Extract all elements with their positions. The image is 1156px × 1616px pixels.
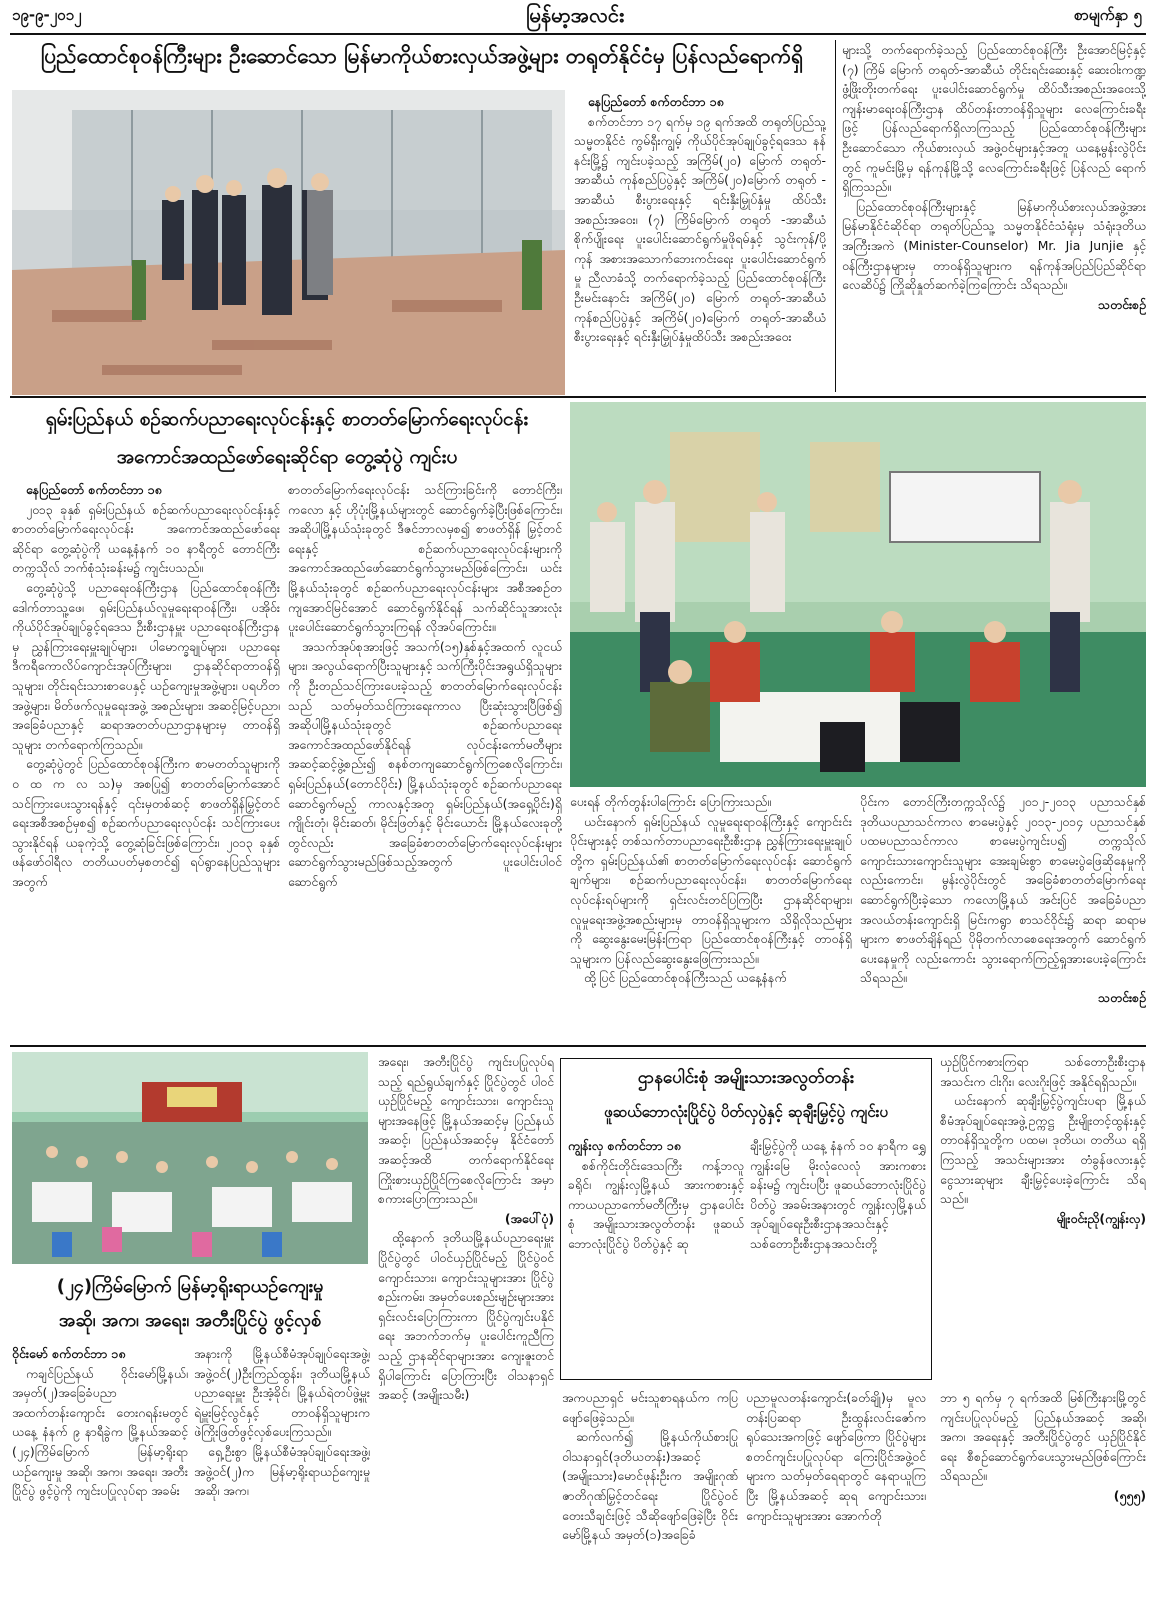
competition-hall-photo xyxy=(12,1052,368,1264)
article1-dateline: နေပြည်တော် စက်တင်ဘာ ၁၈ xyxy=(588,94,724,109)
article3-continuation-column-2 xyxy=(746,1388,926,1612)
article3-headline-line1: (၂၄)ကြိမ်မြောက် မြန်မာ့ရိုးရာယဉ်ကျေးမှု xyxy=(56,1276,324,1297)
article2-paragraph: ပိုင်းက တောင်ကြီးတက္ကသိုလ်၌ ၂၀၁၂-၂၀၁၃ ပညာသင်နှစ် ဒုတိယပညာသင်ကာလ စာမေးပွဲနှင့် ၂၀၁၃-၂၀၁၄ ပညာသင်နှစ် ပထမပညာသင်ကာလ စာမေးပွဲကျင်းပ၍ တက္ကသိုလ်ကျောင်းသားကျောင်းသူများ အေးချမ်းစွာ စာမေးပွဲဖြေဆိုနေမှုကို လည်းကောင်း၊ မွန်းလွဲပိုင်းတွင် အခြေခံစာတတ်မြောက်ရေး ဆောင်ရွက်ပြီးခဲ့သော ကလောမြို့နယ် အင်းပြင် အခြေခံပညာ အလယ်တန်းကျောင်းရှိ မြင်းကရွာ စာသင်ဝိုင်း၌ ဆရာ ဆရာမများက စာဖတ်ချိန်ရည် ပိုမိုတက်လာစေရေးအတွက် ဆောင်ရွက်ပေးနေမှုကို လည်းကောင်း သွားရောက်ကြည့်ရှုအားပေးခဲ့ကြောင်း သိရသည်။ xyxy=(860,794,1146,986)
article3-continuation-column-1 xyxy=(562,1388,738,1612)
article2-paragraph: ၂၀၁၃ ခုနှစ် ရှမ်းပြည်နယ် စဉ်ဆက်ပညာရေးလုပ်ငန်းနှင့် စာတတ်မြောက်ရေးလုပ်ငန်း အကောင်အထည်ဖော်ရေးဆိုင်ရာ တွေ့ဆုံပွဲကို ယနေ့နံနက် ၁၀ နာရီတွင် တောင်ကြီးတက္ကသိုလ် ဘက်စုံသုံးခန်းမ၌ ကျင်းပသည်။ xyxy=(12,501,280,576)
article2-column-3 xyxy=(570,792,852,1042)
article2-column-2 xyxy=(288,480,562,1040)
article2-column-1 xyxy=(12,480,280,1040)
article3-paragraph: ကချင်ပြည်နယ် ဝိုင်းမော်မြို့နယ်၊ အမှတ်(၂)အခြေခံပညာ အထက်တန်းကျောင်း တေးဂရန်းမတွင် ယနေ့ နံနက် ၉ နာရီခွဲက မြို့နယ်အဆင့် (၂၄)ကြိမ်မြောက် မြန်မာ့ရိုးရာယဉ်ကျေးမှု အဆို၊ အက၊ အရေး၊ အတီးပြိုင်ပွဲ ဖွင့်ပွဲကို ကျင်းပပြုလုပ်ရာ အခမ်း xyxy=(12,1365,188,1499)
article2-dateline: နေပြည်တော် စက်တင်ဘာ ၁၈ xyxy=(26,482,162,497)
article3-paragraph: ရှေ့ဦးစွာ မြို့နယ်စီမံအုပ်ချုပ်ရေးအဖွဲ့၊ အဖွဲ့ဝင်(၂)က မြန်မာ့ရိုးရာယဉ်ကျေးမှု အဆို၊ အက၊ xyxy=(194,1443,370,1499)
article3-paragraph: ထို့နောက် ဒုတိယမြို့နယ်ပညာရေးမှူး ပြိုင်ပွဲတွင် ပါဝင်ယှဉ်ပြိုင်မည့် ပြိုင်ပွဲဝင် ကျောင်းသား၊ ကျောင်းသူများအား ပြိုင်ပွဲ စည်းကမ်း၊ အမှတ်ပေးစည်းမျဉ်းများအား ရှင်းလင်းပြောကြားကာ ပြိုင်ပွဲကျင်းပနိုင်ရေး အဘက်ဘက်မှ ပူးပေါင်းကူညီကြသည့် ဌာနဆိုင်ရာများအား ကျေးဇူးတင်ရှိပါကြောင်း ပြောကြားပြီး ဝါသနာရှင်အဆင့် (အမျိုးသမီး) xyxy=(378,1230,554,1403)
article1-column-1 xyxy=(574,92,826,392)
literacy-class-photo xyxy=(570,402,1146,787)
article2-paragraph: ထို့ပြင် ပြည်ထောင်စုဝန်ကြီးသည် ယနေ့နံနက် xyxy=(584,970,787,986)
masthead-rule xyxy=(10,33,1146,35)
article2-headline-line1: ရှမ်းပြည်နယ် စဉ်ဆက်ပညာရေးလုပ်ငန်းနှင့် စာတတ်မြောက်ရေးလုပ်ငန်း xyxy=(45,408,529,430)
article4-paragraph: ချီးမြှင့်ပွဲကို ယနေ့ နံနက် ၁၀ နာရီက ရွှေကျွန်းမြေ မိုးလုံလေလုံ အားကစားခန်းမ၌ ကျင်းပပြီး ဖူဆယ်ဘောလုံးပြိုင်ပွဲ ပိတ်ပွဲ အခမ်းအနားတွင် ကျွန်းလှမြို့နယ် အုပ်ချုပ်ရေးဦးစီးဌာနအသင်းနှင့် သစ်တောဦးစီးဌာနအသင်းတို့ xyxy=(750,1138,926,1251)
article2-column-4 xyxy=(860,792,1146,1042)
article3-paragraph: ဆက်လက်၍ မြို့နယ်ကိုယ်စားပြု ဝါသနာရှင်(ဒုတိယတန်း)အဆင့် (အမျိုးသား)မောင်ဖုန်းဦးက အမျိုးဂုဏ်ဇာတိဂုဏ်မြှင့်တင်ရေး ပြိုင်ပွဲဝင် တေးသီချင်းဖြင့် သီဆိုဖျော်ဖြေခဲ့ပြီး ဝိုင်းမော်မြို့နယ် အမှတ်(၁)အခြေခံ xyxy=(562,1429,738,1543)
article3-headline-line2: အဆို၊ အက၊ အရေး၊ အတီးပြိုင်ပွဲ ဖွင့်လှစ် xyxy=(58,1310,322,1331)
article4-signature: မျိုးဝင်းညို(ကျွန်းလှ) xyxy=(1056,1210,1146,1226)
article2-paragraph: ပေးရန် တိုက်တွန်းပါကြောင်း ပြောကြားသည်။ xyxy=(570,794,772,809)
article3-paragraph: အနားကို မြို့နယ်စီမံအုပ်ချုပ်ရေးအဖွဲ့၊ အဖွဲ့ဝင်(၂)ဦးကြည်ထွန်း၊ ဒုတိယမြို့နယ်ပညာရေးမှူး ဦးအံ့ခိုင်၊ မြို့နယ်ရဲတပ်ဖွဲ့မှူး ရဲမှူးမြင့်လွင်နှင့် တာဝန်ရှိသူများက ဖဲကြိုးဖြတ်ဖွင့်လှစ်ပေးကြသည်။ xyxy=(194,1346,370,1440)
article3-dateline: ဝိုင်းမော် စက်တင်ဘာ ၁၈ xyxy=(12,1346,126,1361)
article2-signature: သတင်းစဉ် xyxy=(1098,989,1146,1005)
article3-column-b xyxy=(12,1344,188,1612)
article2-paragraph: စာတတ်မြောက်ရေးလုပ်ငန်း သင်ကြားခြင်းကို တောင်ကြီး၊ ကလော နှင့် ဟိုပုံးမြို့နယ်များတွင် ဆောင်ရွက်ခဲ့ပြီးဖြစ်ကြောင်း၊ အဆိုပါမြို့နယ်သုံးခုတွင် ဒီဇင်ဘာလမှစ၍ စာဖတ်ရှိန် မြှင့်တင်ရေးနှင့် စဉ်ဆက်ပညာရေးလုပ်ငန်းများကို အကောင်အထည်ဖော်ဆောင်ရွက်သွားမည်ဖြစ်ကြောင်း၊ ယင်းမြို့နယ်သုံးခုတွင် စဉ်ဆက်ပညာရေးလုပ်ငန်းများ အစီအစဉ်တကျအောင်မြင်အောင် ဆောင်ရွက်နိုင်ရန် သက်ဆိုင်သူအားလုံး ပူးပေါင်းဆောင်ရွက်သွားကြရန် လိုအပ်ကြောင်း။ xyxy=(288,482,562,635)
article3-continuation-column-3 xyxy=(940,1388,1146,1612)
masthead xyxy=(0,0,1156,34)
article2-headline-line2: အကောင်အထည်ဖော်ရေးဆိုင်ရာ တွေ့ဆုံပွဲ ကျင်းပ xyxy=(116,446,458,468)
article1-paragraph: စက်တင်ဘာ ၁၇ ရက်မှ ၁၉ ရက်အထိ တရုတ်ပြည်သူ့သမ္မတနိုင်ငံ ကွမ်ရှီးကျွမ့် ကိုယ်ပိုင်အုပ်ချုပ်ခွင့်ရဒေသ နန်နင်းမြို့၌ ကျင်းပခဲ့သည့် အကြိမ်(၂၀) မြောက် တရုတ်-အာဆီယံ ကုန်စည်ပြပွဲနှင့် အကြိမ်(၂၀)မြောက် တရုတ် - အာဆီယံ စီးပွားရေးနှင့် ရင်းနှီးမြှုပ်နှံမှု ထိပ်သီးအစည်းအဝေး၊ (၇) ကြိမ်မြောက် တရုတ် -အာဆီယံ စိုက်ပျိုးရေး ပူးပေါင်းဆောင်ရွက်မှုဖိုရမ်နှင့် သွင်းကုန်/ပို့ကုန် အစားအသောက်ဘေးကင်းရေး ပူးပေါင်းဆောင်ရွက်မှု ညီလာခံသို့ တက်ရောက်ခဲ့သည့် ပြည်ထောင်စုဝန်ကြီး ဦးမင်းနောင်း အကြိမ်(၂၀) မြောက် တရုတ်-အာဆီယံ ကုန်စည်ပြပွဲနှင့် အကြိမ်(၂၀)မြောက် တရုတ်-အာဆီယံ စီးပွားရေးနှင့် ရင်းနှီးမြှုပ်နှံမှုထိပ်သီး အစည်းအဝေး xyxy=(574,113,826,345)
article1-signature: သတင်းစဉ် xyxy=(1098,296,1146,312)
airport-arrival-photo xyxy=(12,90,565,395)
article1-paragraph: များသို့ တက်ရောက်ခဲ့သည့် ပြည်ထောင်စုဝန်ကြီး ဦးအောင်မြင့်နှင့် (၇) ကြိမ် မြောက် တရုတ်-အာဆီယံ တိုင်းရင်းဆေးနှင့် ဆေးဝါးကဏ္ဍဖွံ့ဖြိုးတိုးတက်ရေး ပူးပေါင်းဆောင်ရွက်မှု ထိပ်သီးအစည်းအဝေးသို့ ကျန်းမာရေးဝန်ကြီးဌာန ထိပ်တန်းတာဝန်ရှိသူများ လေကြောင်းခရီးဖြင့် ပြန်လည်ရောက်ရှိလာကြသည့် ပြည်ထောင်စုဝန်ကြီးများ ဦးဆောင်သော ကိုယ်စားလှယ် အဖွဲ့ဝင်များနှင့်အတူ ယနေ့မွန်းလွဲပိုင်းတွင် ကူမင်းမြို့မှ ရန်ကုန်မြို့သို့ လေကြောင်းခရီးဖြင့် ပြန်လည် ရောက်ရှိကြသည်။ xyxy=(842,42,1146,195)
article3-paragraph: ဘာ ၅ ရက်မှ ၇ ရက်အထိ မြစ်ကြီးနားမြို့တွင် ကျင်းပပြုလုပ်မည့် ပြည်နယ်အဆင့် အဆို၊ အက၊ အရေးနှင့် အတီးပြိုင်ပွဲတွင် ယှဉ်ပြိုင်နိုင်ရေး စီစဉ်ဆောင်ရွက်ပေးသွားမည်ဖြစ်ကြောင်း သိရသည်။ xyxy=(940,1390,1146,1484)
article3-signature: (၅၅၅) xyxy=(1113,1487,1146,1503)
article4-paragraph: ယင်းနောက် ဆုချီးမြှင့်ပွဲကျင်းပရာ မြို့နယ်စီမံအုပ်ချုပ်ရေးအဖွဲ့ဥက္ကဋ္ဌ ဦးမျိုးတင့်ထွန်းနှင့် တာဝန်ရှိသူတို့က ပထမ၊ ဒုတိယ၊ တတိယ ရရှိကြသည့် အသင်းများအား တံခွန်ဖလားနှင့် ငွေသားဆုများ ချီးမြှင့်ပေးခဲ့ကြောင်း သိရသည်။ xyxy=(940,1093,1146,1207)
article4-column-1 xyxy=(568,1136,744,1376)
article3-paragraph: ပညာမူလတန်းကျောင်း(ခတ်ချို)မှ မူလတန်းပြဆရာ ဦးထွန်းလင်းဇော်က ရုပ်သေးအကဖြင့် ဖျော်ဖြေကာ ပြိုင်ပွဲများ စတင်ကျင်းပပြုလုပ်ရာ ကြေးပြိုင်အဖွဲ့ဝင်များက သတ်မှတ်ရေရာတွင် နေရာယူကြပြီး မြို့နယ်အဆင့် ဆုရ ကျောင်းသား၊ ကျောင်းသူများအား အောက်တို xyxy=(746,1390,926,1523)
masthead-page-number: စာမျက်နှာ ၅ xyxy=(1074,6,1142,24)
article4-paragraph: ယှဉ်ပြိုင်ကစားကြရာ သစ်တောဦးစီးဌာနအသင်းက ငါးဂိုး၊ လေးဂိုးဖြင့် အနိုင်ရရှိသည်။ xyxy=(940,1054,1146,1089)
article3-paragraph: အရေး၊ အတီးပြိုင်ပွဲ ကျင်းပပြုလုပ်ရသည့် ရည်ရွယ်ချက်နှင့် ပြိုင်ပွဲတွင် ပါဝင်ယှဉ်ပြိုင်မည့် ကျောင်းသား၊ ကျောင်းသူများအနေဖြင့် မြို့နယ်အဆင့်မှ ပြည်နယ်အဆင့်၊ ပြည်နယ်အဆင့်မှ နိုင်ငံတော်အဆင့်အထိ တက်ရောက်နိုင်ရေး ကြိုးစားယှဉ်ပြိုင်ကြစေလိုကြောင်း အမှာစကားပြောကြားသည်။ xyxy=(378,1054,554,1207)
article4-column-3 xyxy=(940,1052,1146,1382)
section-rule xyxy=(10,1045,1146,1047)
section-rule xyxy=(10,396,1146,398)
column-divider xyxy=(835,40,836,392)
article3-column-a xyxy=(378,1052,554,1612)
article3-paragraph: အကပညာရှင် မင်းသူစာရနယ်က ကပြဖျော်ဖြေခဲ့သည်။ xyxy=(562,1390,738,1425)
article4-headline-line2: ဖူဆယ်ဘောလုံးပြိုင်ပွဲ ပိတ်လှပွဲနှင့် ဆုချီးမြှင့်ပွဲ ကျင်းပ xyxy=(604,1103,888,1121)
article2-paragraph: တွေ့ဆုံပွဲသို့ ပညာရေးဝန်ကြီးဌာန ပြည်ထောင်စုဝန်ကြီး ဒေါက်တာသူ့ဖေ၊ ရှမ်းပြည်နယ်လူမှုရေးရာဝန်ကြီး၊ ပအိုဝ်းကိုယ်ပိုင်အုပ်ချုပ်ခွင့်ရဒေသ ဦးစီးဌာနမှူး ပညာရေးဝန်ကြီးဌာနမှ ညွှန်ကြားရေးမှူးချုပ်များ၊ ပါမောက္ခချုပ်များ၊ ပညာရေးဒီကရီကောလိပ်ကျောင်းအုပ်ကြီးများ၊ ဌာနဆိုင်ရာတာဝန်ရှိသူများ၊ တိုင်းရင်းသားစာပေနှင့် ယဉ်ကျေးမှုအဖွဲ့များ၊ ပရဟိတအဖွဲ့များ၊ မိတ်ဖက်လူမှုရေးအဖွဲ့ အစည်းများ၊ အဆင့်မြင့်ပညာ၊ အခြေခံပညာနှင့် ဆရာအတတ်ပညာဌာနများမှ တာဝန်ရှိသူများ တက်ရောက်ကြသည်။ xyxy=(12,579,280,752)
article1-headline: ပြည်ထောင်စုဝန်ကြီးများ ဦးဆောင်သော မြန်မာကိုယ်စားလှယ်အဖွဲ့များ တရုတ်နိုင်ငံမှ ပြန်လည်ရောက်ရှိ xyxy=(40,44,804,68)
article2-paragraph: ယင်းနောက် ရှမ်းပြည်နယ် လူမှုရေးရာဝန်ကြီးနှင့် ကျောင်းင်းပိုင်းများနှင့် တစ်သက်တာပညာရေးဦးစီးဌာန ညွှန်ကြားရေးမှူးချုပ်တို့က ရှမ်းပြည်နယ်၏ စာတတ်မြောက်ရေးလုပ်ငန်း ဆောင်ရွက်ချက်များ၊ စဉ်ဆက်ပညာရေးလုပ်ငန်း၊ စာတတ်မြောက်ရေးလုပ်ငန်းရပ်များကို ရှင်းလင်းတင်ပြကြပြီး ဌာနဆိုင်ရာများ၊ လူမှုရေးအဖွဲ့အစည်းများမှ တာဝန်ရှိသူများက သိရှိလိုသည်များကို ဆွေးနွေးမေးမြန်းကြရာ ပြည်ထောင်စုဝန်ကြီးနှင့် တာဝန်ရှိသူများက ပြန်လည်ဆွေးနွေးဖြေကြားသည်။ xyxy=(570,813,852,966)
article4-column-2 xyxy=(750,1136,926,1376)
article1-column-2 xyxy=(842,40,1146,392)
article4-paragraph: စစ်ကိုင်းတိုင်းဒေသကြီး ကန့်ဘလူခရိုင်၊ ကျွန်းလှမြို့နယ် အားကစားနှင့် ကာယပညာကော်မတီကြီးမှ ဌာနပေါင်းစုံ အမျိုးသားအလွတ်တန်း ဖူဆယ်ဘောလုံးပြိုင်ပွဲ ပိတ်ပွဲနှင့် ဆု xyxy=(568,1157,744,1251)
masthead-logo: မြန်မာ့အလင်း xyxy=(525,3,625,27)
article3-column-c xyxy=(194,1344,370,1612)
article3-photo-caption: (အပေါ်ပုံ) xyxy=(504,1210,554,1226)
article2-paragraph: အသက်အုပ်စုအားဖြင့် အသက်(၁၅)နှစ်နှင့်အထက် လူငယ်များ၊ အလွယ်ရောက်ပြီးသူများနှင့် သက်ကြီးပိုင်းအရွယ်ရှိသူများကို ဦးတည်သင်ကြားပေးခဲ့သည့် စာတတ်မြောက်ရေးလုပ်ငန်းသည် သတ်မှတ်သင်ကြားရေးကာလ ပြီးဆုံးသွားပြီဖြစ်၍ အဆိုပါမြို့နယ်သုံးခုတွင် စဉ်ဆက်ပညာရေး အကောင်အထည်ဖော်နိုင်ရန် လုပ်ငန်းကော်မတီများ အဆင့်ဆင့်ဖွဲ့စည်း၍ စနစ်တကျဆောင်ရွက်ကြစေလိုကြောင်း၊ ရှမ်းပြည်နယ်(တောင်ပိုင်း) မြို့နယ်သုံးခုတွင် စဉ်ဆက်ပညာရေး ဆောင်ရွက်မည့် ကာလနှင့်အတူ ရှမ်းပြည်နယ်(အရှေ့ပိုင်း)ရှိ ကျိုင်းတုံ၊ မိုင်းဆတ်၊ မိုင်းဖြတ်နှင့် မိုင်းယောင်း မြို့နယ်လေးခုတို့တွင်လည်း အခြေခံစာတတ်မြောက်ရေးလုပ်ငန်းများ ဆောင်ရွက်သွားမည်ဖြစ်သည့်အတွက် ပူးပေါင်းပါဝင်ဆောင်ရွက် xyxy=(288,638,562,889)
article2-paragraph: တွေ့ဆုံပွဲတွင် ပြည်ထောင်စုဝန်ကြီးက စာမတတ်သူများကို ၀ ထ က လ သ)မှ အစပြု၍ စာတတ်မြောက်အောင် သင်ကြားပေးသွားရန်နှင့် ၎င်းမှတစ်ဆင့် စာဖတ်ရှိန်မြှင့်တင်ရေးအစီအစဉ်မှစ၍ စဉ်ဆက်ပညာရေးလုပ်ငန်း သင်ကြားပေးသွားနိုင်ရန် ယခုကဲ့သို့ တွေ့ဆုံခြင်းဖြစ်ကြောင်း၊ ၂၀၁၃ ခုနှစ် ဖန်ဖော်ဝါရီလ တတိယပတ်မှစတင်၍ ရပ်ရွာနေပြည်သူများအတွက် xyxy=(12,756,280,889)
article4-headline-line1: ဌာနပေါင်းစုံ အမျိုးသားအလွတ်တန်း xyxy=(637,1068,855,1088)
masthead-date: ၁၉-၉-၂၀၁၂ xyxy=(12,6,82,24)
article4-dateline: ကျွန်းလှ စက်တင်ဘာ ၁၈ xyxy=(568,1138,681,1153)
article1-paragraph: ပြည်ထောင်စုဝန်ကြီးများနှင့် မြန်မာကိုယ်စားလှယ်အဖွဲ့အား မြန်မာနိုင်ငံဆိုင်ရာ တရုတ်ပြည်သူ့ သမ္မတနိုင်ငံသံရုံးမှ သံရုံးဒုတိယအကြီးအကဲ (Minister-Counselor) Mr. Jia Junjie နှင့် ဝန်ကြီးဌာနများမှ တာဝန်ရှိသူများက ရန်ကုန်အပြည်ပြည်ဆိုင်ရာလေဆိပ်၌ ကြိုဆိုနှုတ်ဆက်ခဲ့ကြကြောင်း သိရသည်။ xyxy=(842,198,1146,293)
